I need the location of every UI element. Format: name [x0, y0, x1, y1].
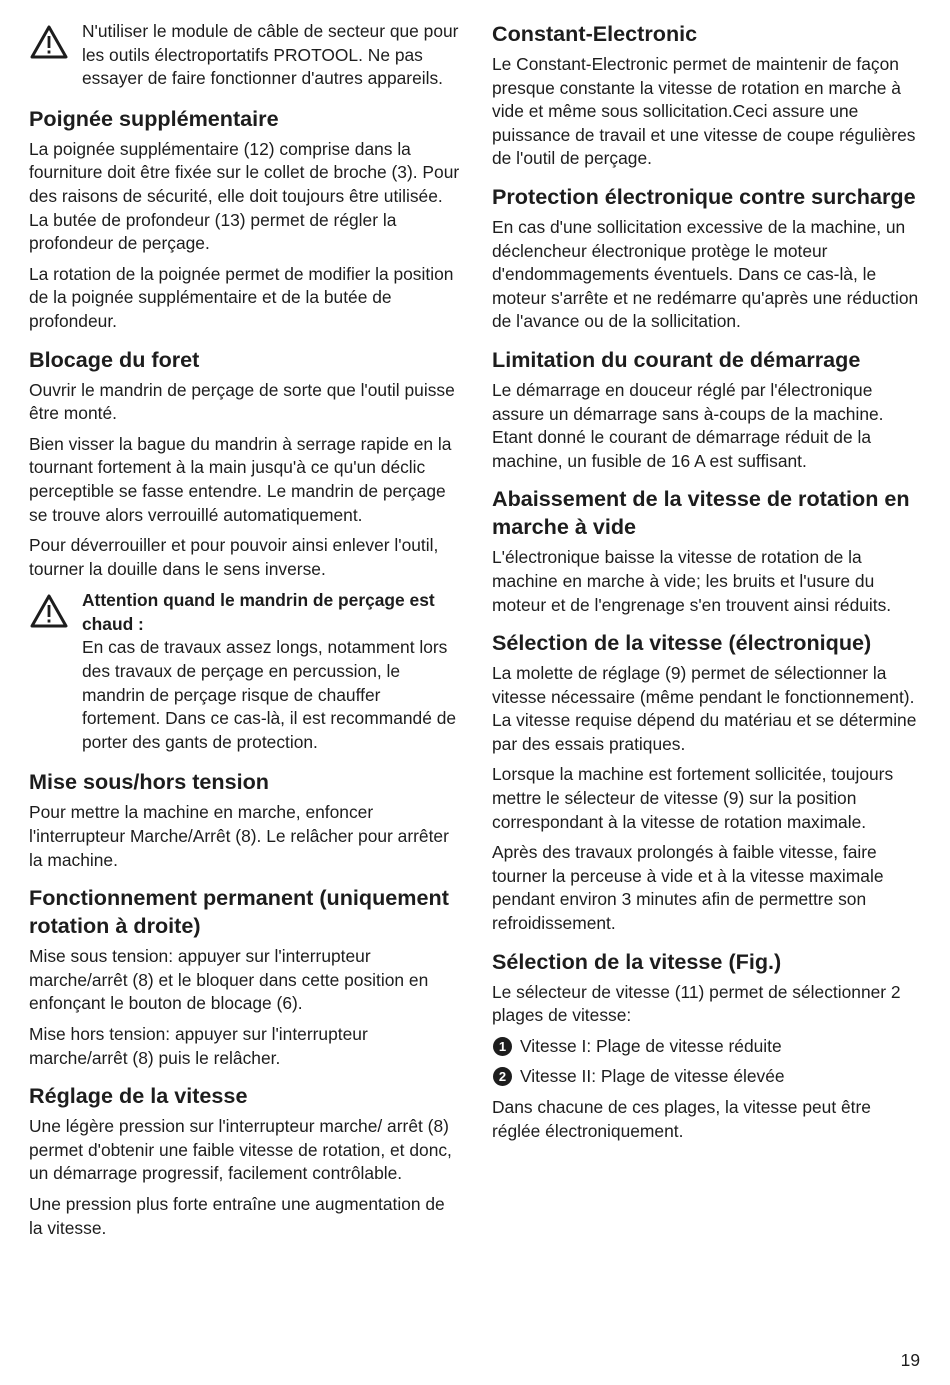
- paragraph: Pour mettre la machine en marche, enfoncer l'interrupteur Marche/Arrêt (8). Le relâcher pour arrêter la machine.: [29, 802, 449, 870]
- list-item: [492, 1035, 924, 1059]
- paragraph: Le démarrage en douceur réglé par l'électronique assure un démarrage sans à-coups de la machine. Etant donné le courant de démarrage réduit de la machine, un fusible de 16 A est suffisant.: [492, 379, 884, 471]
- section-heading: Sélection de la vitesse (électronique): [492, 630, 872, 656]
- warning-block: [29, 20, 461, 91]
- paragraph: Dans chacune de ces plages, la vitesse peut être réglée électroniquement.: [492, 1097, 871, 1141]
- paragraph: En cas d'une sollicitation excessive de la machine, un déclencheur électronique protège le moteur d'endommagements éventuels. Dans ce cas-là, le moteur s'arrête et ne redémarre qu'après une réduction de l'avance ou de la sollicitation.: [492, 216, 919, 332]
- left-column: [29, 20, 461, 1252]
- paragraph: Mise sous tension: appuyer sur l'interrupteur marche/arrêt (8) et le bloquer dans cette position en enfonçant le bouton de blocage (6).: [29, 946, 429, 1014]
- section-heading: Réglage de la vitesse: [29, 1083, 248, 1109]
- section-blocage: [29, 346, 461, 582]
- paragraph: L'électronique baisse la vitesse de rotation de la machine en marche à vide; les bruits et l'usure du moteur et de l'engrenage s'en trouvent ainsi réduits.: [492, 547, 892, 615]
- section-selection-vitesse-fig: [492, 948, 924, 1144]
- paragraph: Après des travaux prolongés à faible vitesse, faire tourner la perceuse à vide et à la vitesse maximale pendant environ 3 minutes afin de permettre son refroidissement.: [492, 842, 884, 934]
- paragraph: Pour déverrouiller et pour pouvoir ainsi enlever l'outil, tourner la douille dans le sens inverse.: [29, 535, 439, 579]
- section-heading: Constant-Electronic: [492, 21, 698, 46]
- section-heading: Protection électronique contre surcharge: [492, 183, 916, 209]
- paragraph: La molette de réglage (9) permet de sélectionner la vitesse nécessaire (même pendant le fonctionnement). La vitesse requise dépend du matériau et se détermine par des essais pratiques.: [492, 663, 917, 754]
- list-item-text: Vitesse I: Plage de vitesse réduite: [520, 1035, 782, 1056]
- section-protection-surcharge: [492, 183, 924, 334]
- right-column: [492, 20, 924, 1155]
- number-badge: 2: [493, 1067, 512, 1086]
- section-mise-tension: [29, 768, 461, 872]
- paragraph: Bien visser la bague du mandrin à serrage rapide en la tournant fortement à la main jusqu'à ce qu'un déclic perceptible se fasse entendre. Le mandrin de perçage se trouve alors verrouillé automatiquement.: [29, 433, 452, 525]
- section-reglage-vitesse: [29, 1082, 461, 1240]
- section-limitation-courant: [492, 346, 924, 473]
- paragraph: La poignée supplémentaire (12) comprise dans la fourniture doit être fixée sur le collet de broche (3). Pour des raisons de sécurité, elle doit toujours être utilisée. La butée de profondeur (13) permet de régler la profondeur de perçage.: [29, 138, 460, 254]
- section-heading: Abaissement de la vitesse de rotation en marche à vide: [492, 486, 910, 540]
- paragraph: Une pression plus forte entraîne une augmentation de la vitesse.: [29, 1193, 445, 1238]
- number-badge: 1: [493, 1037, 512, 1056]
- list-item: [492, 1065, 924, 1089]
- section-poignee: [29, 105, 461, 334]
- warning-triangle-icon: [29, 593, 69, 629]
- warning-triangle-icon: [29, 24, 69, 60]
- section-heading: Fonctionnement permanent (uniquement rotation à droite): [29, 885, 449, 939]
- paragraph: Le sélecteur de vitesse (11) permet de sélectionner 2 plages de vitesse:: [492, 981, 901, 1026]
- paragraph: Mise hors tension: appuyer sur l'interrupteur marche/arrêt (8) puis le relâcher.: [29, 1024, 368, 1068]
- warning-block: [29, 589, 461, 754]
- warning-text: En cas de travaux assez longs, notamment lors des travaux de perçage en percussion, le mandrin de perçage risque de chauffer fortement. Dans ce cas-là, il est recommandé de porter des gants de protection.: [82, 637, 457, 752]
- paragraph: La rotation de la poignée permet de modifier la position de la poignée supplémentaire et de la butée de profondeur.: [29, 263, 454, 331]
- section-heading: Blocage du foret: [29, 346, 200, 372]
- section-heading: Mise sous/hors tension: [29, 769, 269, 795]
- section-constant-electronic: [492, 20, 924, 171]
- list-item-text: Vitesse II: Plage de vitesse élevée: [520, 1066, 785, 1087]
- paragraph: Ouvrir le mandrin de perçage de sorte que l'outil puisse être monté.: [29, 379, 455, 424]
- page-number: 19: [900, 1350, 920, 1370]
- section-heading: Poignée supplémentaire: [29, 105, 279, 131]
- paragraph: Le Constant-Electronic permet de maintenir de façon presque constante la vitesse de rotation en marche à vide et même sous sollicitation.Ceci assure une puissance de travail et une vitesse de coupe régulières de l'outil de perçage.: [492, 54, 916, 169]
- paragraph: Lorsque la machine est fortement sollicitée, toujours mettre le sélecteur de vitesse (9) sur la position correspondant à la vitesse de rotation maximale.: [492, 764, 894, 832]
- warning-text: N'utiliser le module de câble de secteur que pour les outils électroportatifs PROTOOL. Ne pas essayer de faire fonctionner d'autres appareils.: [82, 21, 459, 89]
- warning-title: Attention quand le mandrin de perçage est chaud :: [82, 590, 435, 634]
- section-heading: Limitation du courant de démarrage: [492, 346, 861, 372]
- section-selection-vitesse-electronique: [492, 629, 924, 936]
- section-fonctionnement-permanent: [29, 884, 461, 1070]
- paragraph: Une légère pression sur l'interrupteur marche/ arrêt (8) permet d'obtenir une faible vitesse de rotation, et donc, un démarrage progressif, facilement contrôlable.: [29, 1116, 452, 1184]
- section-heading: Sélection de la vitesse (Fig.): [492, 948, 782, 974]
- section-abaissement-vitesse: [492, 485, 924, 617]
